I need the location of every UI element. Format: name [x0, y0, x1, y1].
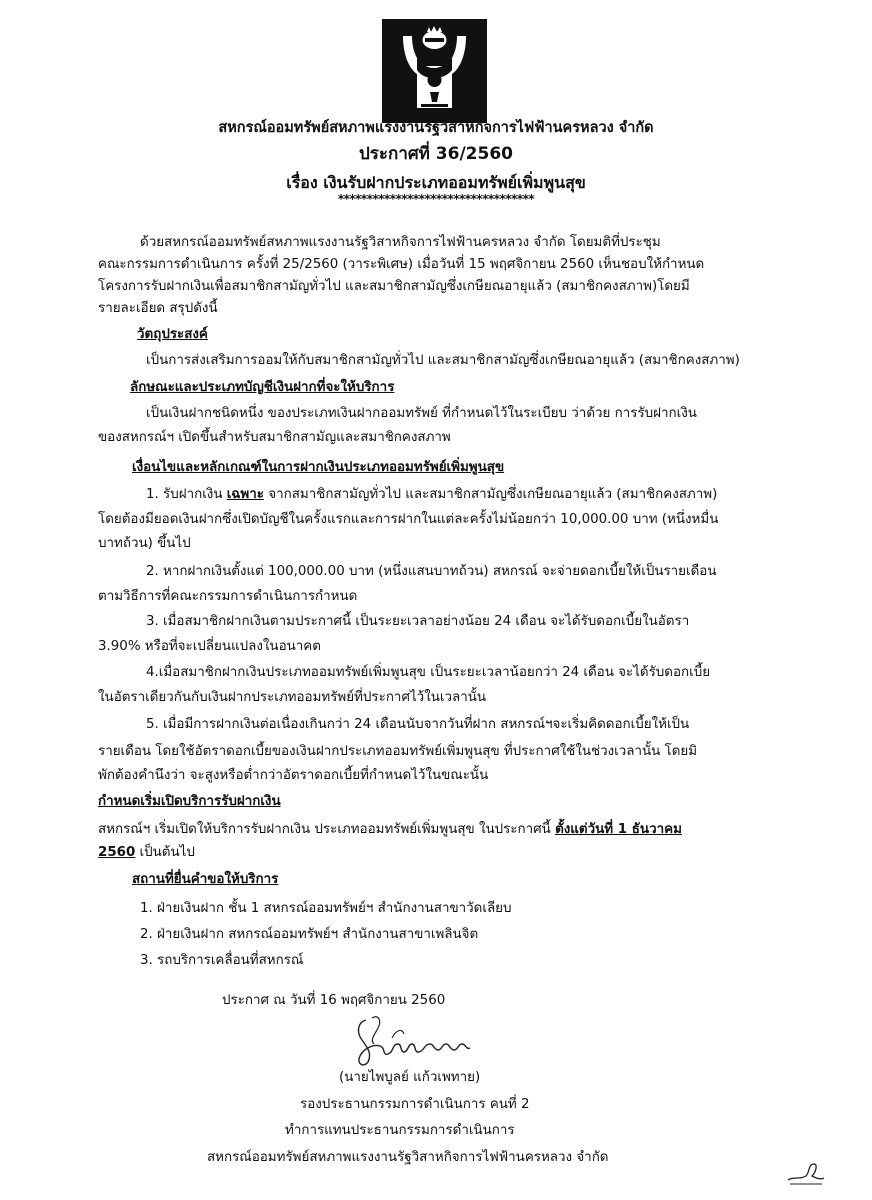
- condition-3-line-1: 3. เมื่อสมาชิกฝากเงินตามประกาศนี้ เป็นระยะเวลาอย่างน้อย 24 เดือน จะได้รับดอกเบี้ยในอัตรา: [146, 614, 690, 629]
- condition-1-emphasis: เฉพาะ: [226, 487, 264, 502]
- signer-position-1: รองประธานกรรมการดำเนินการ คนที่ 2: [300, 1097, 530, 1112]
- location-item-2: 2. ฝ่ายเงินฝาก สหกรณ์ออมทรัพย์ฯ สำนักงานสาขาเพลินจิต: [140, 927, 479, 942]
- location-item-3: 3. รถบริการเคลื่อนที่สหกรณ์: [140, 953, 304, 968]
- header-divider: **********************************: [337, 192, 535, 206]
- condition-1-prefix: 1. รับฝากเงิน: [146, 487, 227, 502]
- header-organization: สหกรณ์ออมทรัพย์สหภาพแรงงานรัฐวิสาหกิจการไฟฟ้านครหลวง จำกัด: [218, 120, 654, 136]
- account-type-heading: ลักษณะและประเภทบัญชีเงินฝากที่จะให้บริการ: [130, 380, 395, 395]
- condition-2-line-1: 2. หากฝากเงินตั้งแต่ 100,000.00 บาท (หนึ่งแสนบาทถ้วน) สหกรณ์ จะจ่ายดอกเบี้ยให้เป็นรายเดือน: [146, 564, 717, 579]
- objective-text: เป็นการส่งเสริมการออมให้กับสมาชิกสามัญทั่วไป และสมาชิกสามัญซึ่งเกษียณอายุแล้ว (สมาชิกคงสภาพ): [146, 353, 740, 368]
- announcement-subject: เรื่อง เงินรับฝากประเภทออมทรัพย์เพิ่มพูนสุข: [286, 173, 586, 192]
- condition-1-rest: จากสมาชิกสามัญทั่วไป และสมาชิกสามัญซึ่งเกษียณอายุแล้ว (สมาชิกคงสภาพ): [263, 487, 718, 502]
- start-line-1-text: สหกรณ์ฯ เริ่มเปิดให้บริการรับฝากเงิน ประเภทออมทรัพย์เพิ่มพูนสุข ในประกาศนี้: [98, 822, 556, 837]
- location-item-1: 1. ฝ่ายเงินฝาก ชั้น 1 สหกรณ์ออมทรัพย์ฯ สำนักงานสาขาวัดเลียบ: [140, 901, 512, 916]
- signer-position-2: ทำการแทนประธานกรรมการดำเนินการ: [285, 1123, 515, 1138]
- signature-icon: [352, 1010, 482, 1070]
- start-heading: กำหนดเริ่มเปิดบริการรับฝากเงิน: [98, 794, 281, 809]
- intro-line-1: ด้วยสหกรณ์ออมทรัพย์สหภาพแรงงานรัฐวิสาหกิจการไฟฟ้านครหลวง จำกัด โดยมติที่ประชุม: [140, 235, 661, 250]
- objective-heading: วัตถุประสงค์: [137, 327, 208, 342]
- start-line-1: [98, 820, 682, 840]
- condition-5-line-1: 5. เมื่อมีการฝากเงินต่อเนื่องเกินกว่า 24 เดือนนับจากวันที่ฝาก สหกรณ์ฯจะเริ่มคิดดอกเบี้ยให้เป็น: [146, 717, 690, 732]
- conditions-heading: เงื่อนไขและหลักเกณฑ์ในการฝากเงินประเภทออมทรัพย์เพิ่มพูนสุข: [132, 460, 505, 475]
- start-date-emphasis: ตั้งแต่วันที่ 1 ธันวาคม: [555, 822, 682, 837]
- condition-1-line-2: โดยต้องมียอดเงินฝากซึ่งเปิดบัญชีในครั้งแรกและการฝากในแต่ละครั้งไม่น้อยกว่า 10,000.00 บาท (หนึ่งหมื่น: [98, 512, 719, 527]
- start-year-emphasis: 2560: [98, 845, 136, 860]
- condition-item-1: [146, 485, 717, 505]
- start-line-2: [98, 843, 195, 863]
- condition-4-line-1: 4.เมื่อสมาชิกฝากเงินประเภทออมทรัพย์เพิ่มพูนสุข เป็นระยะเวลาน้อยกว่า 24 เดือน จะได้รับดอกเบี้ย: [146, 665, 711, 680]
- condition-5-line-3: พักต้องคำนึงว่า จะสูงหรือต่ำกว่าอัตราดอกเบี้ยที่กำหนดไว้ในขณะนั้น: [98, 768, 489, 783]
- start-line-2-text: เป็นต้นไป: [135, 845, 195, 860]
- account-type-line-2: ของสหกรณ์ฯ เปิดขึ้นสำหรับสมาชิกสามัญและสมาชิกคงสภาพ: [98, 430, 451, 445]
- initials-mark-icon: [786, 1158, 826, 1186]
- cooperative-logo-icon: [381, 18, 488, 124]
- signer-name: (นายไพบูลย์ แก้วเพทาย): [339, 1070, 481, 1085]
- condition-4-line-2: ในอัตราเดียวกันกับเงินฝากประเภทออมทรัพย์ที่ประกาศไว้ในเวลานั้น: [98, 690, 487, 705]
- announcement-number: ประกาศที่ 36/2560: [359, 144, 513, 164]
- intro-line-3: โครงการรับฝากเงินเพื่อสมาชิกสามัญทั่วไป และสมาชิกสามัญซึ่งเกษียณอายุแล้ว (สมาชิกคงสภาพ)โดยมี: [98, 279, 690, 294]
- condition-2-line-2: ตามวิธีการที่คณะกรรมการดำเนินการกำหนด: [98, 589, 358, 604]
- intro-line-4: รายละเอียด สรุปดังนี้: [98, 301, 218, 316]
- account-type-line-1: เป็นเงินฝากชนิดหนึ่ง ของประเภทเงินฝากออมทรัพย์ ที่กำหนดไว้ในระเบียบ ว่าด้วย การรับฝากเงิน: [146, 406, 697, 421]
- locations-heading: สถานที่ยื่นคำขอให้บริการ: [132, 872, 279, 887]
- intro-line-2: คณะกรรมการดำเนินการ ครั้งที่ 25/2560 (วาระพิเศษ) เมื่อวันที่ 15 พฤศจิกายน 2560 เห็นชอบให้กำหนด: [98, 257, 705, 272]
- condition-3-line-2: 3.90% หรือที่จะเปลี่ยนแปลงในอนาคต: [98, 639, 321, 654]
- condition-1-line-3: บาทถ้วน) ขึ้นไป: [98, 536, 191, 551]
- condition-5-line-2: รายเดือน โดยใช้อัตราดอกเบี้ยของเงินฝากประเภทออมทรัพย์เพิ่มพูนสุข ที่ประกาศใช้ในช่วงเวลานั้น โดยมิ: [98, 744, 698, 759]
- announcement-date: ประกาศ ณ วันที่ 16 พฤศจิกายน 2560: [222, 993, 446, 1008]
- footer-organization: สหกรณ์ออมทรัพย์สหภาพแรงงานรัฐวิสาหกิจการไฟฟ้านครหลวง จำกัด: [207, 1150, 609, 1165]
